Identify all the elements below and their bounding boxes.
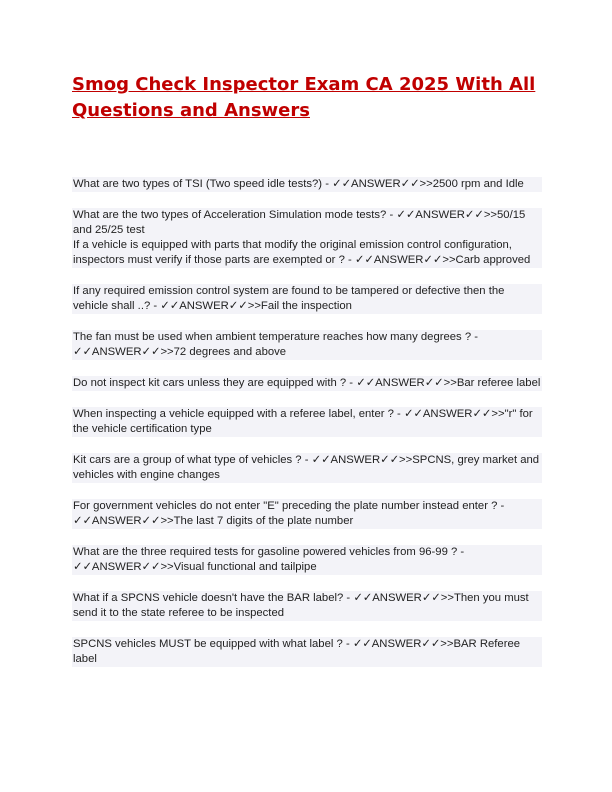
- qa-item-6: Do not inspect kit cars unless they are equipped with ? - ✓✓ANSWER✓✓>>Bar referee label: [73, 377, 541, 389]
- qa-item-2: What are the two types of Acceleration Simulation mode tests? - ✓✓ANSWER✓✓>>50/15 and 25/25 test: [72, 208, 542, 238]
- qa-item-5: The fan must be used when ambient temperature reaches how many degrees ? - ✓✓ANSWER✓✓>>72 degrees and above: [72, 330, 542, 360]
- qa-list: [72, 177, 542, 667]
- document-title: Smog Check Inspector Exam CA 2025 With All Questions and Answers: [72, 74, 536, 121]
- qa-item-4: If any required emission control system are found to be tampered or defective then the vehicle shall ..? - ✓✓ANSWER✓✓>>Fail the inspection: [72, 284, 542, 314]
- qa-item-10: What are the three required tests for gasoline powered vehicles from 96-99 ? - ✓✓ANSWER✓✓>>Visual functional and tailpipe: [72, 545, 542, 575]
- qa-item-9: For government vehicles do not enter "E" preceding the plate number instead enter ? - ✓✓ANSWER✓✓>>The last 7 digits of the plate number: [72, 499, 542, 529]
- qa-item-11: What if a SPCNS vehicle doesn't have the BAR label? - ✓✓ANSWER✓✓>>Then you must send it to the state referee to be inspected: [72, 591, 542, 621]
- qa-item-12: SPCNS vehicles MUST be equipped with what label ? - ✓✓ANSWER✓✓>>BAR Referee label: [72, 637, 542, 667]
- qa-item-3: If a vehicle is equipped with parts that modify the original emission control configuration, inspectors must verify if those parts are exempted or ? - ✓✓ANSWER✓✓>>Carb approved: [72, 238, 542, 268]
- qa-item-7: When inspecting a vehicle equipped with a referee label, enter ? - ✓✓ANSWER✓✓>>"r" for the vehicle certification type: [72, 407, 542, 437]
- qa-item-8: Kit cars are a group of what type of vehicles ? - ✓✓ANSWER✓✓>>SPCNS, grey market and vehicles with engine changes: [72, 453, 542, 483]
- qa-item-1: What are two types of TSI (Two speed idle tests?) - ✓✓ANSWER✓✓>>2500 rpm and Idle: [72, 177, 542, 192]
